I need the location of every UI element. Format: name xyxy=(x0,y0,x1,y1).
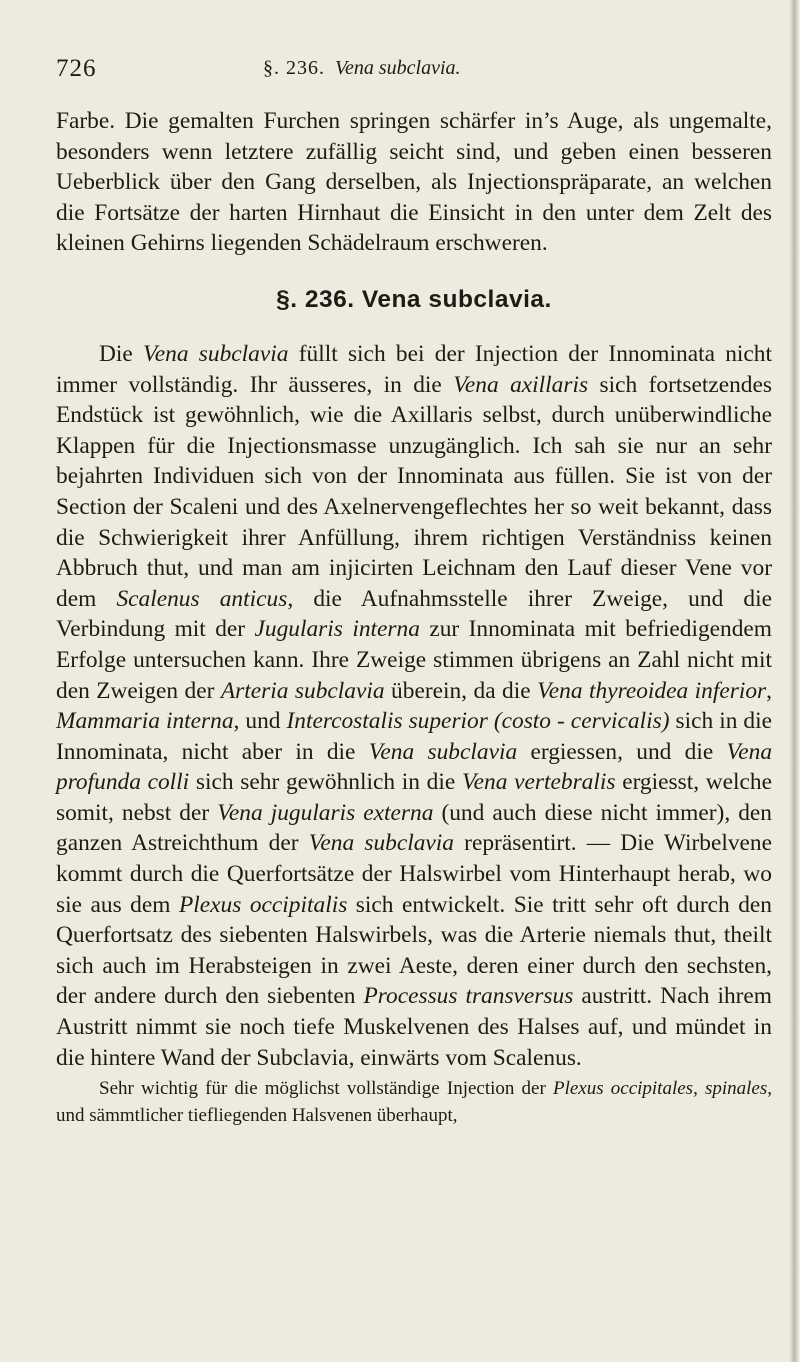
section-heading: §. 236. Vena subclavia. xyxy=(276,285,552,313)
text-run: zur Innominata mit befriedigendem Erfolge untersuchen kann. Ihre Zweige stimmen übrigens an Zahl nicht mit den Zweigen der xyxy=(56,616,772,704)
text-run: sich entwickelt. Sie tritt sehr oft durch den Querfortsatz des siebenten Halswirbels, was die Arterie niemals thut, theilt sich auch im Herabsteigen in zwei Aeste, deren einer durch den sechsten, der andere durch den siebenten xyxy=(56,891,772,1010)
running-header xyxy=(56,55,776,89)
paragraph-vena-subclavia xyxy=(56,339,772,1073)
italic-term: Plexus occipitales, spinales, xyxy=(552,1078,772,1100)
italic-term: Plexus occipitalis xyxy=(178,891,348,918)
italic-term: Vena axillaris xyxy=(453,371,589,398)
text-run: repräsentirt. — Die Wirbelvene kommt durch die Querfortsätze der Halswirbel vom Hinterhaupt herab, wo sie aus dem xyxy=(56,830,772,918)
text-run: sich in die Innominata, nicht aber in die xyxy=(56,708,772,765)
italic-term: Vena profunda colli xyxy=(56,738,773,796)
italic-term: Arteria subclavia xyxy=(220,677,385,704)
footnote xyxy=(56,1075,772,1129)
italic-term: Intercostalis superior (costo - cervicalis) xyxy=(286,708,670,735)
text-run: (und auch diese nicht immer), den ganzen Astreichthum der xyxy=(56,799,772,857)
paragraph-continued: Farbe. Die gemalten Furchen springen schärfer in’s Auge, als ungemalte, besonders wenn letztere zufällig seicht sind, und geben einen besseren Ueberblick über den Gang derselben, als Injectionspräparate, an welchen die Fortsätze der harten Hirnhaut die Einsicht in den unter dem Zelt des kleinen Gehirns liegenden Schädelraum erschweren. xyxy=(56,108,772,257)
running-head-section: §. 236. xyxy=(263,57,325,79)
text-run: austritt. Nach ihrem Austritt nimmt sie noch tiefe Muskelvenen des Halses auf, und mündet in die hintere Wand der Subclavia, einwärts vom Scalenus. xyxy=(56,983,773,1071)
running-head xyxy=(263,57,461,80)
text-run: ergiessen, und die xyxy=(517,738,727,765)
page-edge xyxy=(790,0,800,1362)
italic-term: Vena subclavia xyxy=(143,340,289,367)
italic-term: Vena jugularis externa xyxy=(217,799,434,826)
text-run: sich sehr gewöhnlich in die xyxy=(189,769,462,796)
text-run: , die Aufnahmsstelle ihrer Zweige, und die Verbindung mit der xyxy=(56,585,773,643)
text-run: , xyxy=(766,677,773,704)
text-run: überein, da die xyxy=(384,677,538,704)
italic-term: Scalenus anticus xyxy=(116,585,288,612)
italic-term: Vena thyreoidea inferior xyxy=(537,677,767,704)
text-run: , und xyxy=(233,708,287,735)
text-run: Die xyxy=(99,340,144,367)
text-run: füllt sich bei der Injection der Innominata nicht immer vollständig. Ihr äusseres, in die xyxy=(56,340,772,398)
italic-term: Vena subclavia xyxy=(368,738,518,765)
text-run: Sehr wichtig für die möglichst vollständige Injection der xyxy=(99,1078,553,1100)
page-body xyxy=(56,106,772,1129)
italic-term: Processus transversus xyxy=(363,983,574,1010)
running-head-title: Vena subclavia. xyxy=(335,57,461,79)
italic-term: Vena vertebralis xyxy=(461,769,616,796)
italic-term: Mammaria interna xyxy=(56,708,234,735)
page-number: 726 xyxy=(56,55,97,82)
italic-term: Jugularis interna xyxy=(254,616,420,643)
text-run: und sämmtlicher tiefliegenden Halsvenen überhaupt, xyxy=(56,1105,458,1127)
text-run: sich fortsetzendes Endstück ist gewöhnlich, wie die Axillaris selbst, durch unüberwindliche Klappen für die Injectionsmasse unzugänglich. Ich sah sie nur an sehr bejahrten Individuen sich von der Innominata aus füllen. Sie ist von der Section der Scaleni und des Axelnervengeflechtes her so weit bekannt, dass die Schwierigkeit ihrer Anfüllung, ihrem richtigen Verständniss keinen Abbruch thut, und man am injicirten Leichnam den Lauf dieser Vene vor dem xyxy=(56,371,772,612)
text-run: ergiesst, welche somit, nebst der xyxy=(56,769,772,826)
italic-term: Vena subclavia xyxy=(308,830,454,857)
